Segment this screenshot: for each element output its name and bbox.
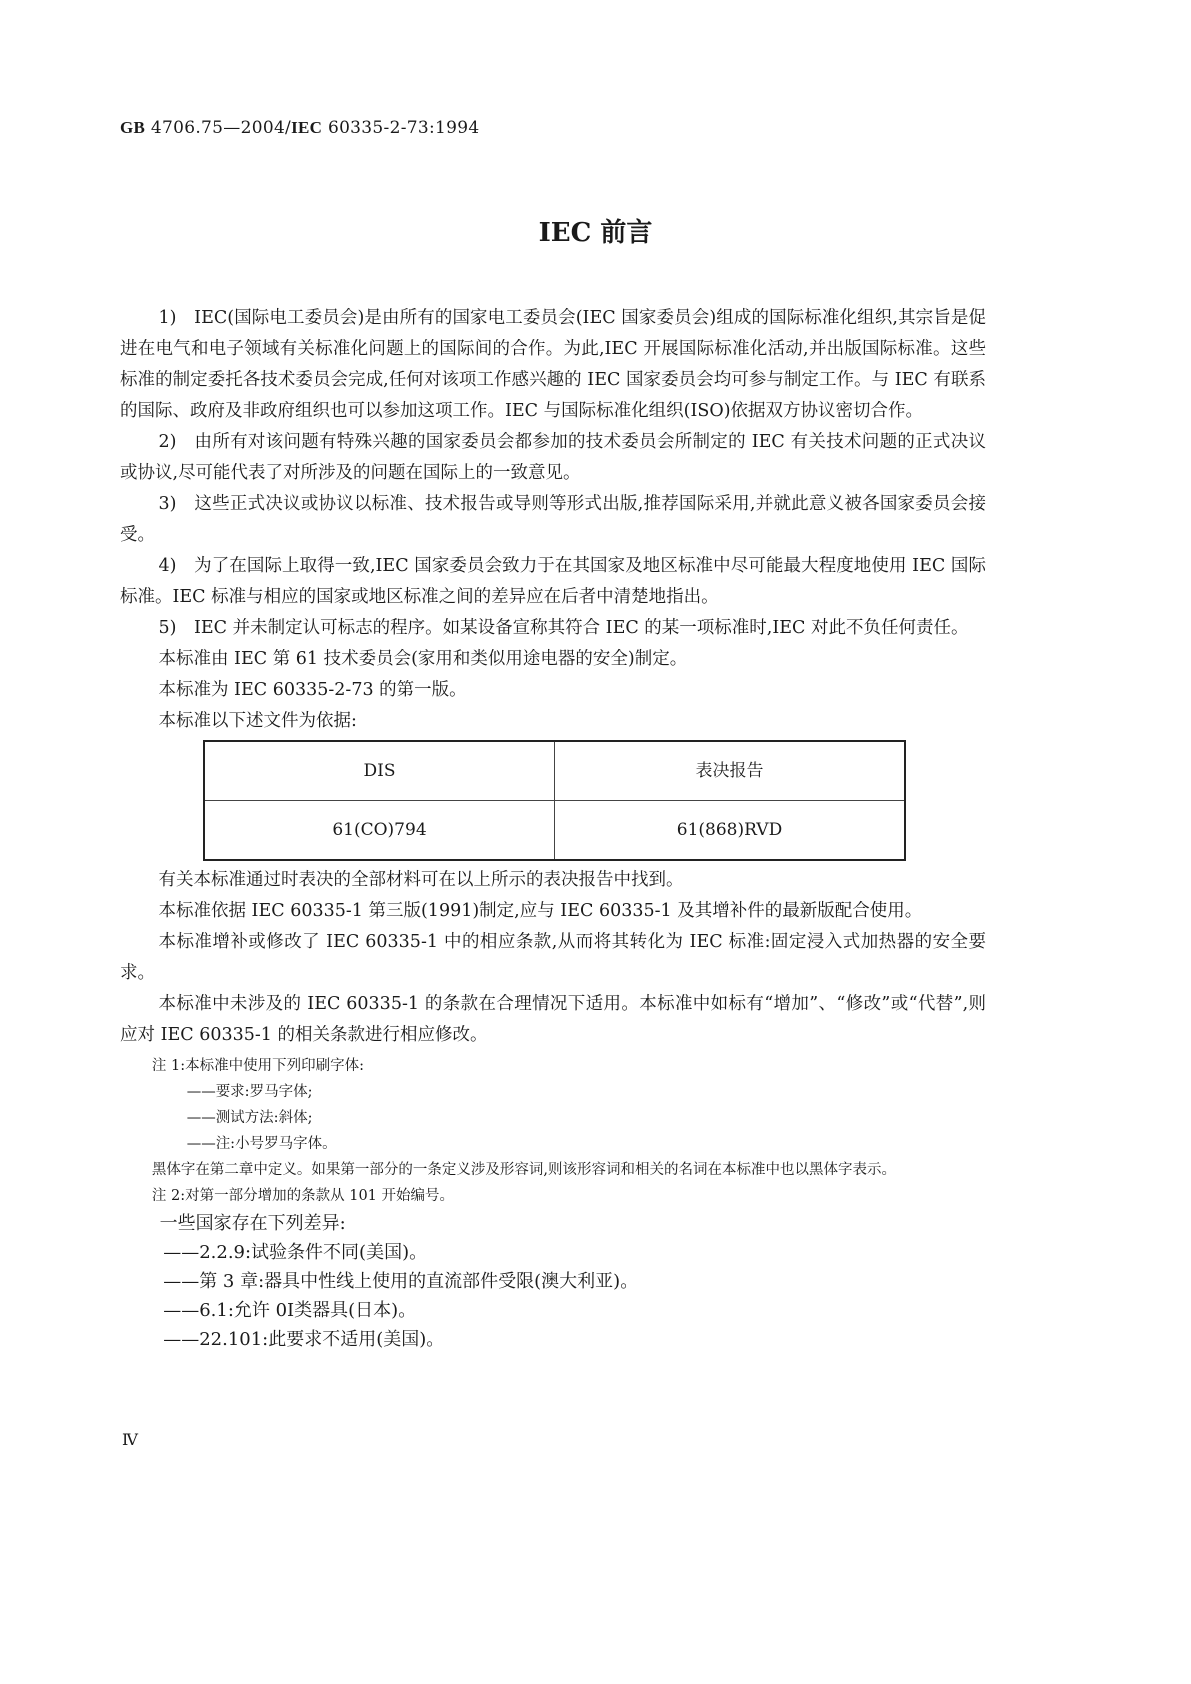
table-cell: 61(868)RVD [555, 801, 906, 861]
header-iec: IEC [291, 118, 323, 137]
note-1-item: ——注:小号罗马字体。 [186, 1136, 337, 1152]
header-number: 4706.75—2004/ [150, 118, 292, 138]
difference-item: ——6.1:允许 0Ⅰ类器具(日本)。 [163, 1300, 417, 1321]
note-1-item: ——要求:罗马字体; [186, 1084, 313, 1100]
bold-definition-note: 黑体字在第二章中定义。如果第一部分的一条定义涉及形容词,则该形容词和相关的名词在本标准中也以黑体字表示。 [151, 1162, 896, 1178]
paragraph: 5) IEC 并未制定认可标志的程序。如某设备宣称其符合 IEC 的某一项标准时,IEC 对此不负任何责任。 [158, 618, 969, 638]
paragraph: 1) IEC(国际电工委员会)是由所有的国家电工委员会(IEC 国家委员会)组成的国际标准化组织,其宗旨是促进在电气和电子领域有关标准化问题上的国际间的合作。为此,IEC 开展国际标准化活动,并出版国际标准。这些标准的制定委托各技术委员会完成,任何对该项工作感兴趣的 IEC 国家委员会均可参与制定工作。与 IEC 有联系的国际、政府及非政府组织也可以参加这项工作。IEC 与国际标准化组织(ISO)依据双方协议密切合作。 [120, 308, 986, 421]
header-gb: GB [120, 118, 146, 137]
differences-intro: 一些国家存在下列差异: [159, 1213, 346, 1234]
note-2: 注 2:对第一部分增加的条款从 101 开始编号。 [151, 1188, 455, 1204]
page-title: IEC 前言 [538, 218, 653, 248]
paragraph: 本标准增补或修改了 IEC 60335-1 中的相应条款,从而将其转化为 IEC 标准:固定浸入式加热器的安全要求。 [120, 932, 986, 983]
table-header: 表决报告 [555, 741, 906, 801]
page-number: Ⅳ [122, 1430, 138, 1449]
paragraph: 本标准由 IEC 第 61 技术委员会(家用和类似用途电器的安全)制定。 [158, 649, 688, 669]
paragraph: 2) 由所有对该问题有特殊兴趣的国家委员会都参加的技术委员会所制定的 IEC 有关技术问题的正式决议或协议,尽可能代表了对所涉及的问题在国际上的一致意见。 [120, 432, 986, 483]
paragraph: 本标准依据 IEC 60335-1 第三版(1991)制定,应与 IEC 60335-1 及其增补件的最新版配合使用。 [158, 901, 923, 921]
paragraph: 有关本标准通过时表决的全部材料可在以上所示的表决报告中找到。 [158, 870, 684, 890]
header-iec-number: 60335-2-73:1994 [327, 118, 480, 138]
table-cell: 61(CO)794 [204, 801, 555, 861]
note-1-item: ——测试方法:斜体; [186, 1110, 313, 1126]
document-body [120, 303, 986, 1354]
table-row [204, 801, 905, 861]
difference-item: ——2.2.9:试验条件不同(美国)。 [163, 1242, 428, 1263]
voting-table [203, 740, 906, 861]
document-header [120, 118, 479, 138]
paragraph: 本标准中未涉及的 IEC 60335-1 的条款在合理情况下适用。本标准中如标有“增加”、“修改”或“代替”,则应对 IEC 60335-1 的相关条款进行相应修改。 [120, 994, 986, 1045]
paragraph: 本标准为 IEC 60335-2-73 的第一版。 [158, 680, 467, 700]
paragraph: 4) 为了在国际上取得一致,IEC 国家委员会致力于在其国家及地区标准中尽可能最大程度地使用 IEC 国际标准。IEC 标准与相应的国家或地区标准之间的差异应在后者中清楚地指出。 [120, 556, 986, 607]
table-header: DIS [204, 741, 555, 801]
paragraph: 本标准以下述文件为依据: [158, 711, 357, 731]
difference-item: ——第 3 章:器具中性线上使用的直流部件受限(澳大利亚)。 [163, 1271, 639, 1292]
table-header-row [204, 741, 905, 801]
difference-item: ——22.101:此要求不适用(美国)。 [163, 1329, 445, 1350]
note-1: 注 1:本标准中使用下列印刷字体: [151, 1058, 364, 1074]
paragraph: 3) 这些正式决议或协议以标准、技术报告或导则等形式出版,推荐国际采用,并就此意义被各国家委员会接受。 [120, 494, 986, 545]
